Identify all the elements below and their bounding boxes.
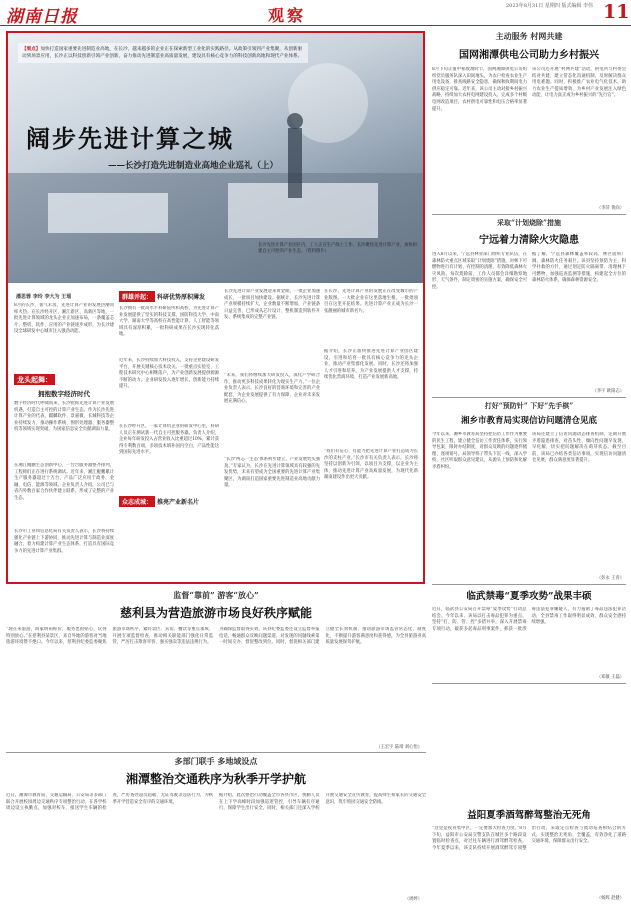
bottom1-body-b: 为确保监督取得实效，该县纪委监委还设立监督举报电话，畅通群众反映问题渠道，对发现的问题线索第一时间交办、督促整改到位。同时，督促相关部门建立健全长效机制，推动旅游市场监管常态化、制度化，不断提升游客满意度和获得感，为全县旅游业高质量发展保驾护航。 bbox=[219, 627, 426, 646]
col1-a: 数字经济时代呼啸而来，长沙抢抓先进计算产业发展机遇，打造自主可控的计算产业生态。作为长沙先进计算产业的代表，麒麟软件、景嘉微、长城科技等企业持续发力，推动操作系统、图形处理器、服务器整机等领域实现突破，为国家信息安全贡献湖南力量。 bbox=[14, 401, 114, 433]
col3-a: 长沙先进计算产业发展迎来黄金期，一批企业加速成长，一批项目加快建设。据统计，长沙先进计算产业规模持续扩大，企业数量不断增加，产业链条日益完善，已形成从芯片设计、整机制造到软件开发、系统集成的完整产业链。 bbox=[224, 289, 320, 321]
section-c-title: 推亮产业新名片 bbox=[157, 499, 200, 506]
lead-column-1 bbox=[14, 303, 114, 581]
bottom2-credit: （周婷） bbox=[404, 897, 422, 902]
right-article-1[interactable] bbox=[432, 31, 626, 211]
bottom2-body-a: 近日，湘潭市教育局、交通运输局、公安局等多部门联合开展校园周边交通秩序专项整治行动，在各学校周边设立执勤点，加强对校车、接送学生车辆的检查，严厉查处超员超载、无证驾驶等违法行为，为秋季开学营造安全有序的交通环境。 bbox=[6, 793, 213, 812]
right2-kicker: 采取“计划烧除”措施 bbox=[496, 218, 562, 227]
right3-body-a: 今年以来，湘乡市教育局坚持把信访工作作为重要的民生工程，建立健全信访工作责任体系，实行领导包案、限时办结制度，对群众反映的问题逐件梳理、逐项销号。局领导班子带头下沉一线，深入学校、社区听取群众意见建议，从源头上预防和化解矛盾纠纷。 bbox=[432, 432, 527, 470]
bottom-article-2[interactable] bbox=[6, 756, 426, 902]
right1-body-b: 该公司还开展“村网共建”活动，供电所与村委会结对共建，建立常态化沟通机制，及时解决群众用电难题。同时，积极推广农业电气化技术，助力农业生产提质增效，为乡村产业发展注入绿色动能，让电力真正成为乡村振兴的“先行官”。 bbox=[532, 67, 626, 99]
right3-body-b: 该局还建立了信访问题动态排查机制，定期开展矛盾隐患排查，对苗头性、倾向性问题早发现、早化解，切实把问题解决在萌芽状态。截至目前，该局已办结各类信访事项，实现信访问题清仓见底，群众满意度显著提升。 bbox=[532, 432, 626, 464]
lead-column-4 bbox=[324, 289, 418, 581]
col1-b: 在湘江鲲鹏生态创新中心，一台台服务器整齐排列，工程师们正在进行系统调试。近年来，湘江鲲鹏累计生产服务器超过十万台，产品广泛应用于政务、金融、电信、能源等领域。企业负责人介绍，公司已与省内外数百家合作伙伴建立联系，形成了完整的产业生态。 bbox=[14, 463, 114, 501]
right1-title: 国网湘潭供电公司助力乡村振兴 bbox=[459, 50, 599, 61]
lead-photo bbox=[8, 33, 423, 283]
bottom1-body-a: “现在来旅游，商家明码标价，服务也很贴心，玩得特别放心。”在慈利县某景区，来自外地的游客对当地旅游环境赞不绝口。今年以来，慈利县纪委监委聚焦旅游市场秩序，紧盯景区、宾馆、餐饮等重点领域，开展专项监督检查，推动相关职能部门强化日常监管，严厉打击欺客宰客、强买强卖等违法违规行为。 bbox=[6, 627, 213, 646]
right2-credit: （李宇 欧阳志） bbox=[592, 389, 624, 394]
masthead bbox=[0, 0, 631, 26]
bottom2-title: 湘潭整治交通秩序为秋季开学护航 bbox=[125, 772, 306, 786]
section-c-heading bbox=[119, 496, 219, 507]
page-number: 11 bbox=[603, 1, 630, 23]
right1-body-a: 8月下旬正值中稻收割时节，国网湘潭供电公司组织党员服务队深入田间地头，为农户检查农业生产用电设备，排查线路安全隐患，确保秋收期间电力供应稳定可靠。近年来，该公司主动对接乡村振兴战略，持续加大农村电网建设投入，完成多个村级电网改造项目，农村供电可靠性和电压合格率显著提升。 bbox=[432, 67, 527, 112]
issue-meta: 2023年8月31日 星期四 版式编辑 李伟 bbox=[506, 3, 594, 9]
divider bbox=[432, 397, 626, 398]
bottom2-body-b: 据介绍，此次整治行动覆盖全市各县市区，执勤人员在上下学高峰时段加强巡逻管控，引导车辆有序通行，保障学生出行安全。同时，相关部门还深入学校开展交通安全宣传教育，提高师生和家长的交通安全意识，筑牢校园交通安全防线。 bbox=[219, 793, 426, 812]
section-a-heading bbox=[14, 367, 114, 398]
col1-c: 长沙市工业和信息化局有关负责人表示，长沙将持续强化产业链上下游协同，推动先进计算与制造业深度融合，着力构建计算产业生态体系，打造具有国际竞争力的先进计算产业集群。 bbox=[14, 529, 114, 554]
col3-b: “未来，我们将继续加大研发投入，深化产学研合作，推动更多科技成果转化为现实生产力。”一位企业负责人表示，长沙良好的营商环境和完善的产业配套，为企业发展提供了有力保障，企业对未来发展充满信心。 bbox=[224, 373, 320, 405]
right4-body: 近日，临武县公安局召开禁毒“夏季攻势”行动总结会。今年以来，该局以打击毒品犯罪为重点，坚持“打、防、管、控”多措并举，深入开展禁毒专项行动，破获多起毒品刑事案件，抓获一批涉毒违法犯罪嫌疑人，有力遏制了毒品违法犯罪活动，全县禁毒工作取得明显成效，群众安全感持续增强。 bbox=[432, 607, 626, 632]
summary-text: 加快打造国家重要先进制造业高地，在长沙，越来越多的企业正在探索新型工业化的实践路径。从政策引领到产业集聚，从创新驱动到场景应用，长沙正以科技创新引领产业创新，奋力推动先进制造业高质量发展，建设具有核心竞争力的科技创新高地和现代产业体系。 bbox=[22, 47, 303, 60]
bottom-article-1[interactable] bbox=[6, 590, 426, 750]
bottom1-title: 慈利县为营造旅游市场良好秩序赋能 bbox=[119, 606, 312, 620]
right-article-2[interactable] bbox=[432, 218, 626, 394]
right5-credit: （杨辉 赵健） bbox=[596, 896, 624, 901]
section-a-tag: 龙头起舞： bbox=[14, 374, 55, 385]
right3-kicker: 打好“预防针” 下好“先手棋” bbox=[484, 401, 574, 410]
divider bbox=[432, 584, 626, 585]
section-title: 观察 bbox=[268, 6, 307, 25]
summary-box bbox=[18, 43, 308, 63]
right4-credit: （邓敏 王磊） bbox=[596, 675, 624, 680]
col2-b: 近年来，长沙持续加大科技投入，支持企业建设研发平台，开展关键核心技术攻关。一批重点实验室、工程技术研究中心相继落户，为产业创新发展提供源源不断的动力。企业研发投入逐年增长，创新能力持续提升。 bbox=[119, 358, 219, 390]
col4-a: 在长沙，先进计算产业的发展正在改变城市的产业版图。一大批企业在这里落地生根，一批批项目在这里开花结果。先进计算产业正成为长沙一张靓丽的城市新名片。 bbox=[324, 289, 418, 314]
col1-intro: 8月的长沙，暑气未消，先进计算产业的发展热潮同样火热。在长沙经开区、湘江新区、高新区等地，一批先进计算领域的龙头企业正加速布局，一条覆盖芯片、整机、软件、应用的产业链逐步成形，为长沙建设全球研发中心城市注入强劲动能。 bbox=[14, 303, 114, 335]
bottom2-kicker: 多部门联手 多地域设点 bbox=[174, 756, 258, 766]
lead-column-2 bbox=[119, 285, 219, 581]
right-article-5[interactable] bbox=[432, 687, 626, 901]
right4-title: 临武禁毒“夏季攻势”战果丰硕 bbox=[466, 591, 592, 602]
lead-subheadline: ——长沙打造先进制造业高地企业巡礼（上） bbox=[108, 161, 279, 171]
right1-kicker: 主动服务 村网共建 bbox=[495, 31, 563, 41]
section-a-title: 拥抱数字经济时代 bbox=[38, 390, 90, 398]
section-b-tag: 群雄并起： bbox=[119, 291, 155, 302]
bottom1-kicker: 监督“靠前” 游客“放心” bbox=[173, 590, 259, 600]
divider bbox=[432, 683, 626, 684]
col3-c: “长沙‘两芯一生态’体系初步建立，产业发展势头强劲。”专家认为，长沙在先进计算领域具有较强的先发优势，未来有望成为全国重要的先进计算产业集聚区，为湖南打造国家重要先进制造业高地贡献力量。 bbox=[224, 457, 320, 489]
section-b-heading bbox=[119, 291, 219, 302]
divider bbox=[6, 752, 426, 753]
newspaper-logo: 湖南日报 bbox=[6, 7, 78, 27]
right5-body: “这里是夜宵集中区，一定要加大检查力度。”8月下旬，益阳市公安局交警支队在城区多个路段设置临时检查点，对过往车辆进行酒驾醉驾检查。今年夏季以来，该支队持续开展酒驾醉驾专项整治行动，采取定点检查与流动巡查相结合的方式，实现整治无死角、全覆盖，有效净化了道路交通环境，保障群众出行安全。 bbox=[432, 826, 626, 851]
col2-c: 在长沙经开区，一家计算机企业的研发中心里，科研人员正在测试新一代自主可控服务器。负责人介绍，企业每年研发投入占营业收入比重超过10%，累计获得专利数百项，多项技术填补国内空白，产品性能达到国际先进水平。 bbox=[119, 424, 219, 456]
right5-title: 益阳夏季酒驾醉驾整治无死角 bbox=[467, 810, 591, 821]
summary-label: 【看点】 bbox=[22, 47, 41, 52]
right2-body-a: 进入8月以来，宁远县林业部门组织专业队伍，在森林防火重点区域采取“计划烧除”措施，对林下可燃物进行有计划、有控制的清理，有效降低森林火灾风险。每次烧除前，工作人员都会详细勘察地形、天气条件，制定周密的实施方案，确保安全可控。 bbox=[432, 252, 527, 290]
section-b-title: 科研优势厚积薄发 bbox=[157, 294, 206, 301]
right3-credit: （彭永 王青） bbox=[596, 576, 624, 581]
right2-body-b: 据了解，宁远县森林覆盖率较高，林区面积广阔，森林防火任务艰巨。该县坚持预防为主、科学扑救的方针，通过划定防火隔离带、清理林下可燃物、加强巡查监测等措施，构建起全方位的森林防火体系，确保森林资源安全。 bbox=[532, 252, 626, 284]
lead-column-3 bbox=[224, 289, 320, 581]
right3-title: 湘乡市教育局实现信访问题清仓见底 bbox=[460, 416, 597, 426]
right-article-4[interactable] bbox=[432, 588, 626, 680]
byline: 潘思蓉 李玲 李大为 王瑶 bbox=[16, 294, 72, 300]
col4-c: “我们有信心、有能力把先进计算产业打造成为长沙的支柱产业。”长沙市有关负责人表示，长沙将坚持以创新为引领，以项目为支撑，以企业为主体，推动先进计算产业高质量发展，为现代化新湖南建设作出更大贡献。 bbox=[324, 449, 418, 481]
section-c-tag: 众志成城： bbox=[119, 496, 155, 507]
col4-b: 据介绍，长沙正加快推进先进计算产业园区建设，引进和培育一批具有核心竞争力的龙头企业，推动产业集群化发展。同时，长沙还将加强人才引进和培养，为产业发展提供人才支撑，持续优化营商环境，打造产业发展新高地。 bbox=[324, 349, 418, 381]
divider bbox=[432, 214, 626, 215]
right-article-3[interactable] bbox=[432, 401, 626, 581]
right2-title: 宁远着力清除火灾隐患 bbox=[479, 235, 579, 246]
right1-credit: （李萍 黄尚） bbox=[596, 206, 624, 211]
col2-a: 长沙拥有一批高水平科研院所和高校，为先进计算产业发展提供了坚实的科技支撑。国防科技大学、中南大学、湖南大学等高校在高性能计算、人工智能等领域具有深厚积累，一批科研成果在长沙实现转化落地。 bbox=[119, 306, 219, 338]
lead-feature[interactable] bbox=[6, 31, 425, 584]
bottom1-credit: （王宏宇 陆靖 刘心怡） bbox=[376, 745, 422, 750]
photo-caption: 长沙先进计算产业园区内，工人正在生产线上工作。长沙聚焦先进计算产业，加快构建自主可控的产业生态。（资料图片） bbox=[258, 243, 417, 254]
lead-headline: 阔步先进计算之城 bbox=[26, 124, 234, 153]
